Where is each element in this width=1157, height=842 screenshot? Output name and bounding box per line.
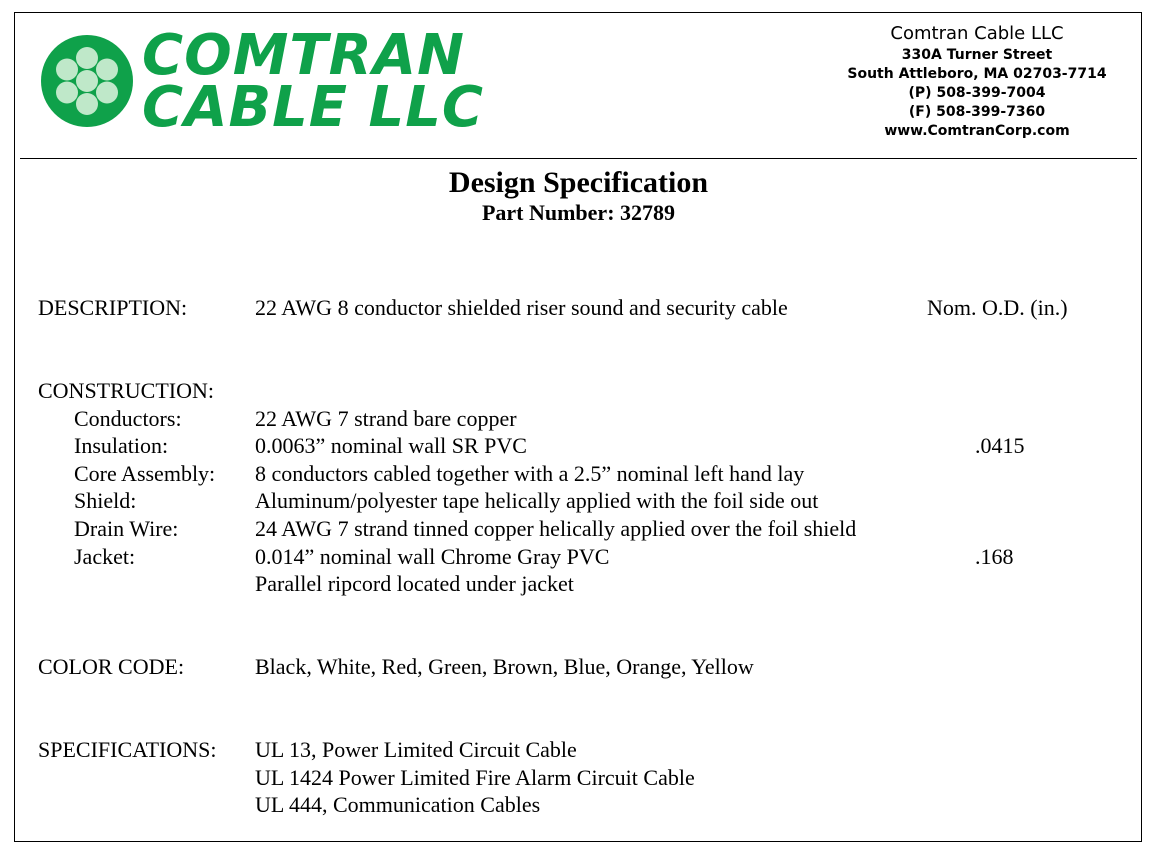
construction-row-text: 24 AWG 7 strand tinned copper helically applied over the foil shield	[255, 516, 857, 541]
construction-row-text: 8 conductors cabled together with a 2.5” nominal left hand lay	[255, 461, 805, 486]
color-code-label: COLOR CODE:	[38, 654, 185, 679]
company-name: Comtran Cable LLC	[890, 23, 1064, 44]
company-contact-block	[827, 22, 1127, 141]
od-column-header: Nom. O.D. (in.)	[927, 295, 1068, 320]
specification-item: UL 444, Communication Cables	[255, 792, 541, 817]
construction-label: CONSTRUCTION:	[38, 378, 215, 403]
cable-strand-icon	[40, 34, 134, 128]
header-divider	[20, 158, 1137, 159]
construction-row-label: Drain Wire:	[74, 516, 179, 541]
phone-number: (P) 508-399-7004	[908, 85, 1046, 101]
specification-item: UL 1424 Power Limited Fire Alarm Circuit Cable	[255, 765, 695, 790]
construction-row-label: Insulation:	[74, 433, 169, 458]
construction-row-text: 22 AWG 7 strand bare copper	[255, 406, 517, 431]
specifications-label: SPECIFICATIONS:	[38, 737, 217, 762]
construction-row-od: .0415	[975, 433, 1025, 458]
address-line-1: 330A Turner Street	[901, 47, 1053, 63]
logo-line-2: CABLE LLC	[142, 75, 485, 140]
construction-row-text: Parallel ripcord located under jacket	[255, 571, 574, 596]
construction-row-text: Aluminum/polyester tape helically applied with the foil side out	[255, 488, 819, 513]
document-title: Design Specification	[448, 166, 709, 199]
construction-row-od: .168	[975, 544, 1014, 569]
construction-row-text: 0.014” nominal wall Chrome Gray PVC	[255, 544, 610, 569]
construction-row-label: Shield:	[74, 488, 137, 513]
description-label: DESCRIPTION:	[38, 295, 188, 320]
specification-item: UL 13, Power Limited Circuit Cable	[255, 737, 577, 762]
construction-row-label: Jacket:	[74, 544, 136, 569]
construction-row-label: Core Assembly:	[74, 461, 216, 486]
logo-wordmark	[142, 23, 485, 140]
company-logo	[40, 23, 500, 140]
website-link[interactable]: www.ComtranCorp.com	[884, 123, 1070, 139]
description-text: 22 AWG 8 conductor shielded riser sound and security cable	[255, 295, 788, 320]
construction-row-label: Conductors:	[74, 406, 182, 431]
fax-number: (F) 508-399-7360	[908, 104, 1046, 120]
logo-line-1: COMTRAN	[142, 23, 465, 88]
part-number: Part Number: 32789	[481, 200, 676, 225]
construction-row-text: 0.0063” nominal wall SR PVC	[255, 433, 527, 458]
address-line-2: South Attleboro, MA 02703-7714	[847, 66, 1107, 82]
color-code-text: Black, White, Red, Green, Brown, Blue, Orange, Yellow	[255, 654, 754, 679]
